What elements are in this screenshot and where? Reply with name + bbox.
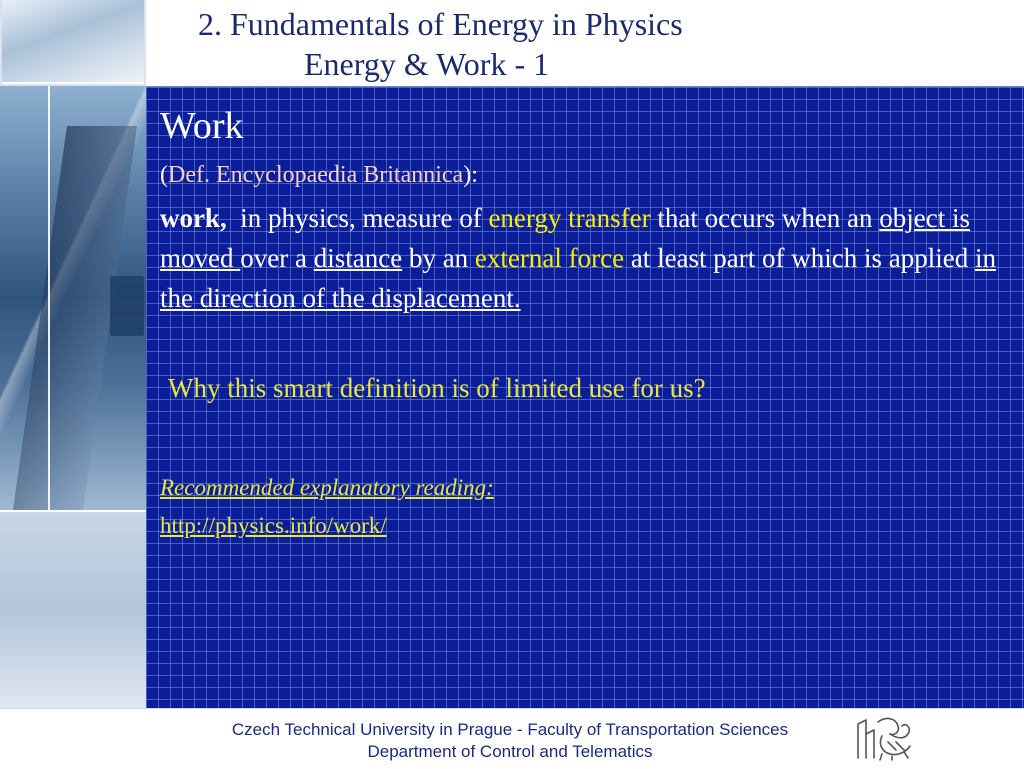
para-text-4: by an: [402, 243, 475, 273]
phrase-distance: distance: [313, 243, 403, 273]
definition-paragraph: [160, 198, 1010, 318]
title-line-2: Energy & Work - 1: [304, 46, 550, 82]
para-text-2: that occurs when an: [650, 203, 880, 233]
photo-top-panel: [2, 0, 144, 84]
photo-truck: [110, 276, 144, 336]
question-text: Why this smart definition is of limited use for us?: [168, 373, 706, 403]
footer-line-1: Czech Technical University in Prague - Faculty of Transportation Sciences: [231, 720, 789, 739]
footer-line-2: Department of Control and Telematics: [367, 742, 653, 761]
para-text-1: in physics, measure of: [226, 203, 489, 233]
slide-body: [160, 104, 1010, 540]
close-paren: ):: [463, 162, 478, 188]
reading-link[interactable]: http://physics.info/work/: [160, 513, 387, 538]
phrase-energy-transfer: energy transfer: [488, 203, 651, 233]
decorative-photo-strip: [0, 0, 146, 708]
open-paren: (: [160, 162, 168, 188]
photo-divider: [48, 86, 50, 510]
phrase-direction: in the direction of the displacement.: [160, 243, 996, 313]
definition-source-line: [160, 160, 1010, 190]
recommended-reading-label: Recommended explanatory reading:: [160, 475, 494, 500]
highway-photo: [0, 86, 146, 510]
definition-source: Def. Encyclopaedia Britannica: [168, 162, 464, 188]
ctu-lion-logo-icon: [852, 714, 918, 762]
phrase-external-force: external force: [474, 243, 625, 273]
section-heading: Work: [160, 105, 244, 147]
title-line-1: 2. Fundamentals of Energy in Physics: [198, 6, 683, 42]
slide-title: [198, 4, 898, 84]
term-work: work,: [160, 203, 227, 233]
para-text-3: over a: [240, 243, 314, 273]
phrase-object-moved: object is moved: [160, 203, 971, 273]
footer-text: [160, 719, 860, 763]
para-text-5: at least part of which is applied: [624, 243, 975, 273]
photo-bottom-panel: [0, 512, 146, 708]
